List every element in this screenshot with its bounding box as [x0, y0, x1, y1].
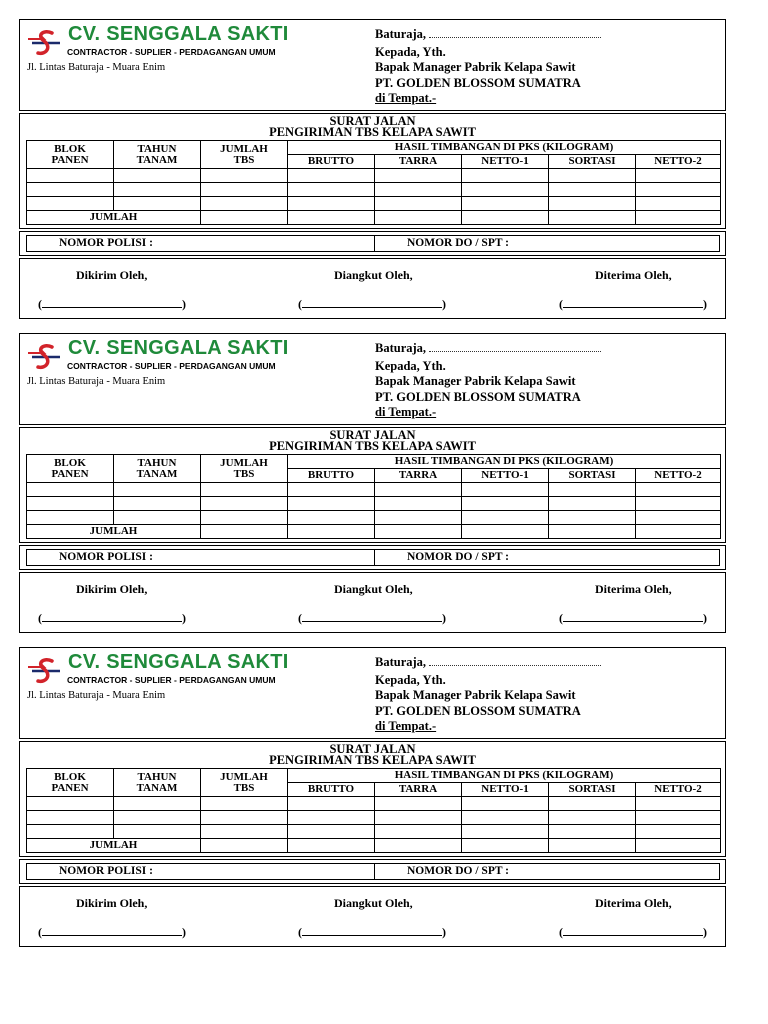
- table-cell[interactable]: [462, 811, 549, 825]
- recipient-company: PT. GOLDEN BLOSSOM SUMATRA: [375, 703, 581, 718]
- vehicle-info-row: [26, 235, 720, 252]
- company-name: CV. SENGGALA SAKTI: [68, 23, 289, 45]
- table-cell[interactable]: [288, 197, 375, 211]
- signature-section: [19, 258, 726, 319]
- table-cell[interactable]: [114, 811, 201, 825]
- table-cell[interactable]: [549, 511, 636, 525]
- header-sortasi: SORTASI: [549, 783, 636, 797]
- recipient-block: [375, 341, 601, 421]
- header-tarra: TARRA: [375, 155, 462, 169]
- table-cell[interactable]: [549, 811, 636, 825]
- header-brutto: BRUTTO: [288, 783, 375, 797]
- table-cell[interactable]: [27, 197, 114, 211]
- place-date-label: Baturaja,: [375, 655, 427, 669]
- table-cell[interactable]: [114, 169, 201, 183]
- police-number-label: NOMOR POLISI :: [59, 551, 153, 563]
- table-cell[interactable]: [549, 183, 636, 197]
- table-cell[interactable]: [27, 825, 114, 839]
- table-cell[interactable]: [462, 511, 549, 525]
- sent-by-label: Dikirim Oleh,: [76, 268, 148, 282]
- total-label: JUMLAH: [27, 211, 201, 225]
- delivery-table-section: [19, 113, 726, 229]
- table-cell[interactable]: [549, 525, 636, 539]
- header-hasil-timbangan: HASIL TIMBANGAN DI PKS (KILOGRAM): [288, 455, 721, 469]
- table-cell[interactable]: [288, 825, 375, 839]
- header-netto-2: NETTO-2: [636, 155, 721, 169]
- police-number-label: NOMOR POLISI :: [59, 237, 153, 249]
- date-field[interactable]: [429, 655, 601, 666]
- table-cell[interactable]: [549, 169, 636, 183]
- table-cell[interactable]: [288, 811, 375, 825]
- table-cell[interactable]: [375, 839, 462, 853]
- table-cell[interactable]: [201, 825, 288, 839]
- total-label: JUMLAH: [27, 525, 201, 539]
- table-cell[interactable]: [201, 197, 288, 211]
- table-cell[interactable]: [549, 797, 636, 811]
- company-tagline: CONTRACTOR - SUPLIER - PERDAGANGAN UMUM: [67, 675, 276, 685]
- total-label: JUMLAH: [27, 839, 201, 853]
- header-tahun-tanam: TAHUN TANAM: [114, 455, 201, 483]
- table-row: [27, 825, 721, 839]
- table-cell[interactable]: [636, 197, 721, 211]
- table-cell[interactable]: [201, 797, 288, 811]
- company-logo-icon: [26, 339, 66, 373]
- carrier-signature-line[interactable]: ( ): [298, 925, 446, 939]
- recipient-block: [375, 655, 601, 735]
- recipient-title: Bapak Manager Pabrik Kelapa Sawit: [375, 688, 576, 702]
- table-cell[interactable]: [375, 811, 462, 825]
- header-hasil-timbangan: HASIL TIMBANGAN DI PKS (KILOGRAM): [288, 141, 721, 155]
- table-cell[interactable]: [201, 839, 288, 853]
- company-tagline: CONTRACTOR - SUPLIER - PERDAGANGAN UMUM: [67, 47, 276, 57]
- table-row: [27, 169, 721, 183]
- divider: [374, 236, 375, 251]
- table-cell[interactable]: [636, 483, 721, 497]
- header-netto-2: NETTO-2: [636, 783, 721, 797]
- header-netto-1: NETTO-1: [462, 469, 549, 483]
- carrier-signature-line[interactable]: ( ): [298, 297, 446, 311]
- header-brutto: BRUTTO: [288, 155, 375, 169]
- company-address: Jl. Lintas Baturaja - Muara Enim: [27, 690, 166, 701]
- received-by-label: Diterima Oleh,: [595, 268, 672, 282]
- document-title: SURAT JALAN: [329, 114, 416, 128]
- table-cell[interactable]: [27, 169, 114, 183]
- table-cell[interactable]: [201, 811, 288, 825]
- table-row: [27, 811, 721, 825]
- delivery-table-section: [19, 427, 726, 543]
- company-logo-icon: [26, 653, 66, 687]
- header-tahun-tanam: TAHUN TANAM: [114, 769, 201, 797]
- vehicle-info-section: [19, 231, 726, 256]
- table-cell[interactable]: [636, 497, 721, 511]
- receiver-signature-line[interactable]: ( ): [559, 611, 707, 625]
- header-jumlah-tbs: JUMLAH TBS: [201, 141, 288, 169]
- table-cell[interactable]: [201, 169, 288, 183]
- table-cell[interactable]: [114, 511, 201, 525]
- table-cell[interactable]: [114, 497, 201, 511]
- header-netto-1: NETTO-1: [462, 155, 549, 169]
- date-field[interactable]: [429, 341, 601, 352]
- table-cell[interactable]: [288, 183, 375, 197]
- table-cell[interactable]: [375, 169, 462, 183]
- recipient-title: Bapak Manager Pabrik Kelapa Sawit: [375, 60, 576, 74]
- header-brutto: BRUTTO: [288, 469, 375, 483]
- table-cell[interactable]: [201, 525, 288, 539]
- document-subtitle: PENGIRIMAN TBS KELAPA SAWIT: [269, 125, 476, 139]
- table-cell[interactable]: [636, 511, 721, 525]
- header-tahun-tanam: TAHUN TANAM: [114, 141, 201, 169]
- header-tarra: TARRA: [375, 469, 462, 483]
- table-cell[interactable]: [375, 183, 462, 197]
- table-cell[interactable]: [462, 525, 549, 539]
- table-cell[interactable]: [549, 483, 636, 497]
- table-cell[interactable]: [375, 211, 462, 225]
- recipient-block: [375, 27, 601, 107]
- table-cell[interactable]: [375, 197, 462, 211]
- table-cell[interactable]: [375, 483, 462, 497]
- table-cell[interactable]: [288, 497, 375, 511]
- to-label: Kepada, Yth.: [375, 358, 446, 373]
- recipient-title: Bapak Manager Pabrik Kelapa Sawit: [375, 374, 576, 388]
- total-row: [27, 839, 721, 853]
- receiver-signature-line[interactable]: ( ): [559, 925, 707, 939]
- table-cell[interactable]: [636, 825, 721, 839]
- weighing-table: [26, 454, 721, 539]
- divider: [374, 864, 375, 879]
- document-title: SURAT JALAN: [329, 742, 416, 756]
- recipient-place: di Tempat.-: [375, 719, 437, 733]
- table-row: [27, 797, 721, 811]
- document-subtitle: PENGIRIMAN TBS KELAPA SAWIT: [269, 753, 476, 767]
- table-cell[interactable]: [288, 169, 375, 183]
- table-cell[interactable]: [462, 825, 549, 839]
- carrier-signature-line[interactable]: ( ): [298, 611, 446, 625]
- vehicle-info-section: [19, 545, 726, 570]
- company-tagline: CONTRACTOR - SUPLIER - PERDAGANGAN UMUM: [67, 361, 276, 371]
- header-tarra: TARRA: [375, 783, 462, 797]
- recipient-place: di Tempat.-: [375, 91, 437, 105]
- carried-by-label: Diangkut Oleh,: [334, 896, 413, 910]
- place-date-label: Baturaja,: [375, 27, 427, 41]
- company-address: Jl. Lintas Baturaja - Muara Enim: [27, 62, 166, 73]
- do-number-label: NOMOR DO / SPT :: [407, 865, 510, 877]
- header-blok-panen: BLOK PANEN: [27, 769, 114, 797]
- delivery-slip-2: [19, 333, 728, 634]
- signature-section: [19, 572, 726, 633]
- table-row: [27, 497, 721, 511]
- document-subtitle: PENGIRIMAN TBS KELAPA SAWIT: [269, 439, 476, 453]
- table-cell[interactable]: [549, 825, 636, 839]
- table-cell[interactable]: [375, 497, 462, 511]
- table-cell[interactable]: [288, 211, 375, 225]
- header-netto-1: NETTO-1: [462, 783, 549, 797]
- company-name: CV. SENGGALA SAKTI: [68, 337, 289, 359]
- divider: [374, 550, 375, 565]
- table-cell[interactable]: [114, 183, 201, 197]
- table-cell[interactable]: [636, 839, 721, 853]
- table-cell[interactable]: [27, 811, 114, 825]
- total-row: [27, 525, 721, 539]
- table-row: [27, 483, 721, 497]
- table-cell[interactable]: [375, 797, 462, 811]
- recipient-company: PT. GOLDEN BLOSSOM SUMATRA: [375, 75, 581, 90]
- table-cell[interactable]: [27, 797, 114, 811]
- table-cell[interactable]: [201, 497, 288, 511]
- table-cell[interactable]: [636, 797, 721, 811]
- sent-by-label: Dikirim Oleh,: [76, 896, 148, 910]
- table-cell[interactable]: [462, 839, 549, 853]
- do-number-label: NOMOR DO / SPT :: [407, 551, 510, 563]
- company-name: CV. SENGGALA SAKTI: [68, 651, 289, 673]
- letterhead: [19, 19, 726, 111]
- header-jumlah-tbs: JUMLAH TBS: [201, 769, 288, 797]
- table-cell[interactable]: [114, 483, 201, 497]
- total-row: [27, 211, 721, 225]
- received-by-label: Diterima Oleh,: [595, 896, 672, 910]
- table-row: [27, 183, 721, 197]
- delivery-slip-3: [19, 647, 728, 948]
- letterhead: [19, 333, 726, 425]
- table-cell[interactable]: [201, 511, 288, 525]
- header-hasil-timbangan: HASIL TIMBANGAN DI PKS (KILOGRAM): [288, 769, 721, 783]
- table-cell[interactable]: [375, 511, 462, 525]
- header-blok-panen: BLOK PANEN: [27, 455, 114, 483]
- table-cell[interactable]: [462, 183, 549, 197]
- company-address: Jl. Lintas Baturaja - Muara Enim: [27, 376, 166, 387]
- header-jumlah-tbs: JUMLAH TBS: [201, 455, 288, 483]
- table-cell[interactable]: [375, 525, 462, 539]
- company-logo-icon: [26, 25, 66, 59]
- table-cell[interactable]: [27, 497, 114, 511]
- table-cell[interactable]: [201, 483, 288, 497]
- vehicle-info-section: [19, 859, 726, 884]
- table-cell[interactable]: [288, 839, 375, 853]
- table-cell[interactable]: [201, 211, 288, 225]
- table-cell[interactable]: [549, 497, 636, 511]
- table-cell[interactable]: [462, 797, 549, 811]
- table-cell[interactable]: [288, 525, 375, 539]
- sender-signature-line[interactable]: ( ): [38, 925, 186, 939]
- letterhead: [19, 647, 726, 739]
- table-cell[interactable]: [27, 511, 114, 525]
- table-cell[interactable]: [636, 183, 721, 197]
- table-cell[interactable]: [114, 197, 201, 211]
- header-sortasi: SORTASI: [549, 155, 636, 169]
- header-netto-2: NETTO-2: [636, 469, 721, 483]
- table-cell[interactable]: [201, 183, 288, 197]
- table-cell[interactable]: [549, 197, 636, 211]
- table-cell[interactable]: [288, 797, 375, 811]
- table-cell[interactable]: [462, 497, 549, 511]
- table-cell[interactable]: [636, 169, 721, 183]
- table-cell[interactable]: [462, 197, 549, 211]
- carried-by-label: Diangkut Oleh,: [334, 582, 413, 596]
- carried-by-label: Diangkut Oleh,: [334, 268, 413, 282]
- to-label: Kepada, Yth.: [375, 44, 446, 59]
- delivery-table-section: [19, 741, 726, 857]
- table-cell[interactable]: [288, 483, 375, 497]
- table-cell[interactable]: [636, 525, 721, 539]
- header-blok-panen: BLOK PANEN: [27, 141, 114, 169]
- table-cell[interactable]: [114, 797, 201, 811]
- recipient-company: PT. GOLDEN BLOSSOM SUMATRA: [375, 389, 581, 404]
- weighing-table: [26, 768, 721, 853]
- table-cell[interactable]: [636, 811, 721, 825]
- table-cell[interactable]: [288, 511, 375, 525]
- received-by-label: Diterima Oleh,: [595, 582, 672, 596]
- header-sortasi: SORTASI: [549, 469, 636, 483]
- vehicle-info-row: [26, 863, 720, 880]
- sent-by-label: Dikirim Oleh,: [76, 582, 148, 596]
- table-cell[interactable]: [549, 839, 636, 853]
- table-cell[interactable]: [636, 211, 721, 225]
- table-cell[interactable]: [549, 211, 636, 225]
- do-number-label: NOMOR DO / SPT :: [407, 237, 510, 249]
- vehicle-info-row: [26, 549, 720, 566]
- date-field[interactable]: [429, 27, 601, 38]
- place-date-label: Baturaja,: [375, 341, 427, 355]
- table-cell[interactable]: [27, 183, 114, 197]
- sender-signature-line[interactable]: ( ): [38, 611, 186, 625]
- table-cell[interactable]: [462, 483, 549, 497]
- table-cell[interactable]: [27, 483, 114, 497]
- table-cell[interactable]: [375, 825, 462, 839]
- police-number-label: NOMOR POLISI :: [59, 865, 153, 877]
- table-row: [27, 511, 721, 525]
- to-label: Kepada, Yth.: [375, 672, 446, 687]
- document-title: SURAT JALAN: [329, 428, 416, 442]
- table-cell[interactable]: [462, 169, 549, 183]
- sender-signature-line[interactable]: ( ): [38, 297, 186, 311]
- table-row: [27, 197, 721, 211]
- recipient-place: di Tempat.-: [375, 405, 437, 419]
- weighing-table: [26, 140, 721, 225]
- table-cell[interactable]: [462, 211, 549, 225]
- table-cell[interactable]: [114, 825, 201, 839]
- receiver-signature-line[interactable]: ( ): [559, 297, 707, 311]
- signature-section: [19, 886, 726, 947]
- delivery-slip-1: [19, 19, 728, 320]
